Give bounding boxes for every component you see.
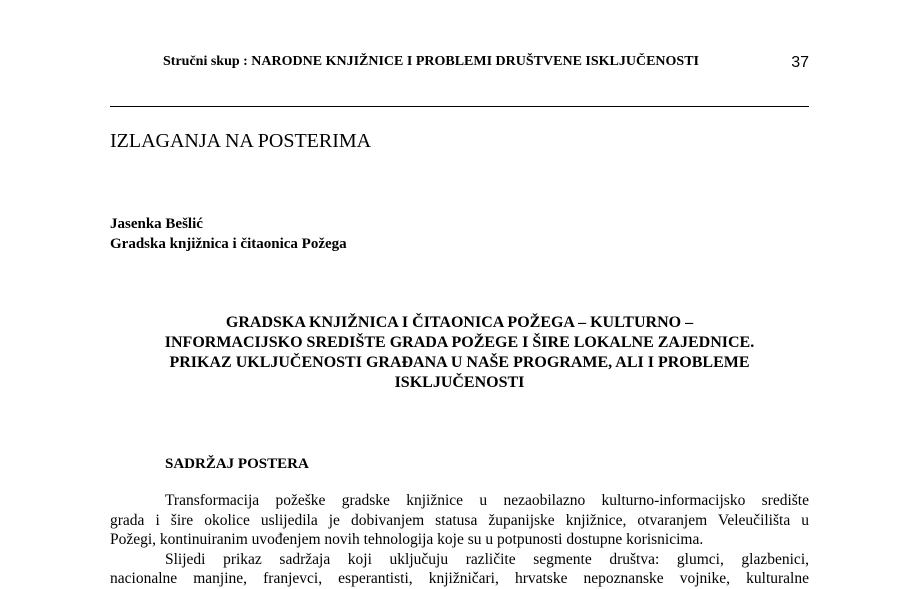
paper-title-line: ISKLJUČENOSTI [394, 374, 525, 391]
subheading: SADRŽAJ POSTERA [165, 456, 309, 472]
paper-title [110, 313, 809, 393]
body-line: grada i šire okolice uslijedila je dobivanjem statusa županijske knjižnice, otvaranjem Veleučilišta u [110, 511, 809, 529]
header-rule [110, 106, 809, 107]
paper-title-line: PRIKAZ UKLJUČENOSTI GRAĐANA U NAŠE PROGRAME, ALI I PROBLEME [169, 354, 750, 371]
section-title: IZLAGANJA NA POSTERIMA [110, 130, 372, 152]
body-line: Slijedi prikaz sadržaja koji uključuju različite segmente društva: glumci, glazbenici, [165, 550, 809, 568]
body-line: nacionalne manjine, franjevci, esperantisti, knjižničari, hrvatske nepoznanske vojnike, kulturalne [110, 570, 809, 587]
author-name: Jasenka Bešlić [110, 216, 203, 232]
author-affiliation: Gradska knjižnica i čitaonica Požega [110, 236, 347, 252]
body-paragraphs [110, 491, 809, 589]
header-title: Stručni skup : NARODNE KNJIŽNICE I PROBLEMI DRUŠTVENE ISKLJUČENOSTI [163, 54, 699, 69]
page-number: 37 [791, 54, 809, 71]
paper-title-line: GRADSKA KNJIŽNICA I ČITAONICA POŽEGA – KULTURNO – [225, 314, 694, 331]
body-line: Požegi, kontinuiranim uvođenjem novih tehnologija koje su u potpunosti dostupne korisnicima. [110, 531, 704, 548]
author-block [110, 214, 347, 254]
paper-title-line: INFORMACIJSKO SREDIŠTE GRADA POŽEGE I ŠIRE LOKALNE ZAJEDNICE. [164, 334, 755, 351]
running-header [110, 52, 809, 74]
body-line: Transformacija požeške gradske knjižnice u nezaobilazno kulturno-informacijsko središte [165, 492, 809, 509]
